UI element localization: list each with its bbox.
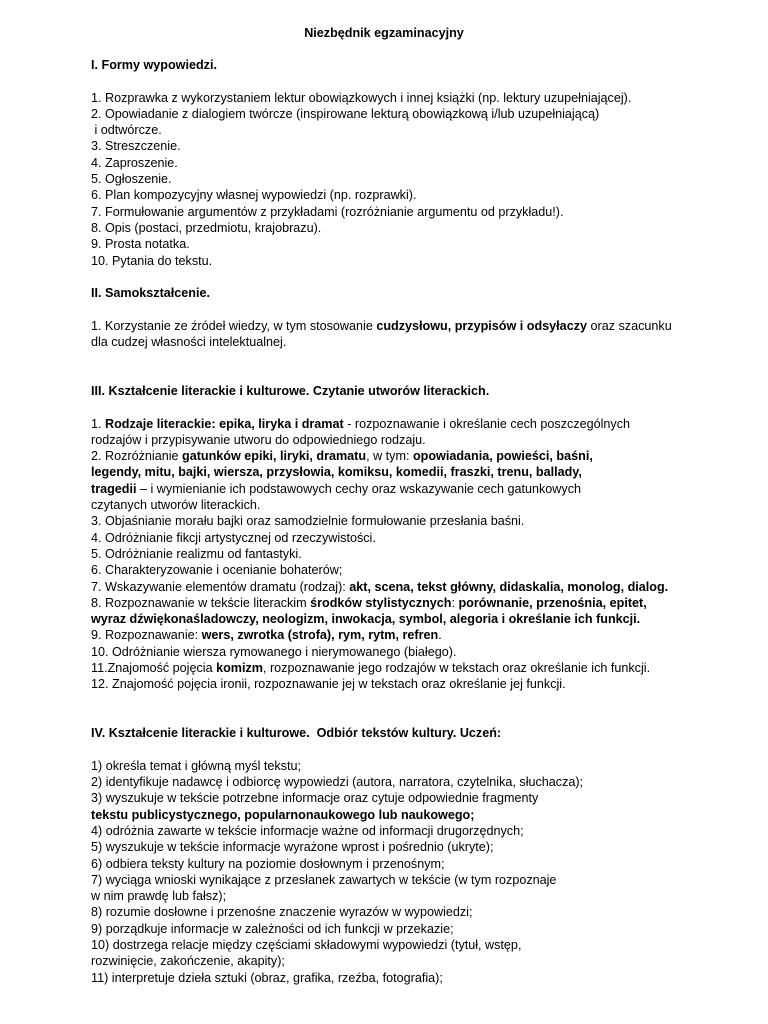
list-item: 5) wyszukuje w tekście informacje wyrażone wprost i pośrednio (ukryte); bbox=[91, 840, 494, 855]
list-item: 9. Prosta notatka. bbox=[91, 237, 190, 252]
list-item: 2. Opowiadanie z dialogiem twórcze (inspirowane lekturą obowiązkową i/lub uzupełniającą) bbox=[91, 106, 600, 121]
list-item: 1. Rodzaje literackie: epika, liryka i dramat - rozpoznawanie i określanie cech poszczególnych bbox=[91, 416, 631, 431]
list-item: 1) określa temat i główną myśl tekstu; bbox=[91, 758, 301, 773]
list-item: 4. Zaproszenie. bbox=[91, 155, 178, 170]
list-item: 11.Znajomość pojęcia komizm, rozpoznawanie jego rodzajów w tekstach oraz określanie ich funkcji. bbox=[91, 660, 651, 675]
list-item: 4. Odróżnianie fikcji artystycznej od rzeczywistości. bbox=[91, 530, 376, 545]
list-item: 7. Formułowanie argumentów z przykładami (rozróżnianie argumentu od przykładu!). bbox=[91, 204, 564, 219]
list-item: czytanych utworów literackich. bbox=[91, 498, 261, 513]
list-item: i odtwórcze. bbox=[91, 123, 162, 138]
list-item: 5. Odróżnianie realizmu od fantastyki. bbox=[91, 546, 302, 561]
list-item: 10. Pytania do tekstu. bbox=[91, 253, 213, 268]
list-item: 3. Objaśnianie morału bajki oraz samodzielnie formułowanie przesłania baśni. bbox=[91, 514, 525, 529]
list-item: 1. Rozprawka z wykorzystaniem lektur obowiązkowych i innej książki (np. lektury uzupełniającej). bbox=[91, 90, 632, 105]
paragraph-line: dla cudzej własności intelektualnej. bbox=[91, 335, 287, 350]
list-item: rozwinięcie, zakończenie, akapity); bbox=[91, 954, 285, 969]
list-item: 8) rozumie dosłowne i przenośne znaczenie wyrazów w wypowiedzi; bbox=[91, 905, 473, 920]
list-item: 9) porządkuje informacje w zależności od ich funkcji w przekazie; bbox=[91, 921, 454, 936]
list-item: 11) interpretuje dzieła sztuki (obraz, grafika, rzeźba, fotografia); bbox=[91, 970, 443, 985]
list-item: 6. Charakteryzowanie i ocenianie bohaterów; bbox=[91, 563, 343, 578]
list-item: tragedii – i wymienianie ich podstawowych cechy oraz wskazywanie cech gatunkowych bbox=[91, 481, 581, 496]
list-item: 6) odbiera teksty kultury na poziomie dosłownym i przenośnym; bbox=[91, 856, 445, 871]
list-item: 3) wyszukuje w tekście potrzebne informacje oraz cytuje odpowiednie fragmenty bbox=[91, 791, 539, 806]
section-4-heading: IV. Kształcenie literackie i kulturowe. Odbiór tekstów kultury. Uczeń: bbox=[91, 726, 502, 741]
list-item: 5. Ogłoszenie. bbox=[91, 172, 172, 187]
section-1-heading: I. Formy wypowiedzi. bbox=[91, 58, 217, 72]
list-item: 10. Odróżnianie wiersza rymowanego i nierymowanego (białego). bbox=[91, 644, 457, 659]
list-item: 2) identyfikuje nadawcę i odbiorcę wypowiedzi (autora, narratora, czytelnika, słuchacza); bbox=[91, 775, 584, 790]
list-item: 4) odróżnia zawarte w tekście informacje ważne od informacji drugorzędnych; bbox=[91, 823, 524, 838]
list-item: tekstu publicystycznego, popularnonaukowego lub naukowego; bbox=[91, 807, 475, 822]
paragraph-line: 1. Korzystanie ze źródeł wiedzy, w tym stosowanie cudzysłowu, przypisów i odsyłaczy oraz szacunku bbox=[91, 318, 672, 333]
list-item: w nim prawdę lub fałsz); bbox=[91, 889, 227, 904]
list-item: rodzajów i przypisywanie utworu do odpowiedniego rodzaju. bbox=[91, 432, 426, 447]
list-item: legendy, mitu, bajki, wiersza, przysłowia, komiksu, komedii, fraszki, trenu, ballady, bbox=[91, 465, 582, 480]
document-title: Niezbędnik egzaminacyjny bbox=[304, 26, 464, 40]
section-3-heading: III. Kształcenie literackie i kulturowe. Czytanie utworów literackich. bbox=[91, 383, 490, 398]
list-item: 6. Plan kompozycyjny własnej wypowiedzi (np. rozprawki). bbox=[91, 188, 417, 203]
list-item: 10) dostrzega relacje między częściami składowymi wypowiedzi (tytuł, wstęp, bbox=[91, 938, 522, 953]
section-2-heading: II. Samokształcenie. bbox=[91, 286, 210, 301]
list-item: 8. Opis (postaci, przedmiotu, krajobrazu). bbox=[91, 220, 322, 235]
list-item: 12. Znajomość pojęcia ironii, rozpoznawanie jej w tekstach oraz określanie jej funkcji. bbox=[91, 677, 566, 692]
list-item: 7) wyciąga wnioski wynikające z przesłanek zawartych w tekście (w tym rozpoznaje bbox=[91, 872, 557, 887]
list-item: 3. Streszczenie. bbox=[91, 139, 181, 154]
list-item: wyraz dźwiękonaśladowczy, neologizm, inwokacja, symbol, alegoria i określanie ich funkcji. bbox=[91, 612, 641, 627]
list-item: 2. Rozróżnianie gatunków epiki, liryki, dramatu, w tym: opowiadania, powieści, baśni, bbox=[91, 449, 593, 464]
list-item: 9. Rozpoznawanie: wers, zwrotka (strofa), rym, rytm, refren. bbox=[91, 628, 442, 643]
list-item: 8. Rozpoznawanie w tekście literackim środków stylistycznych: porównanie, przenośnia, epitet, bbox=[91, 595, 647, 610]
list-item: 7. Wskazywanie elementów dramatu (rodzaj): akt, scena, tekst główny, didaskalia, monolog, dialog. bbox=[91, 579, 669, 594]
document-body bbox=[91, 57, 711, 986]
